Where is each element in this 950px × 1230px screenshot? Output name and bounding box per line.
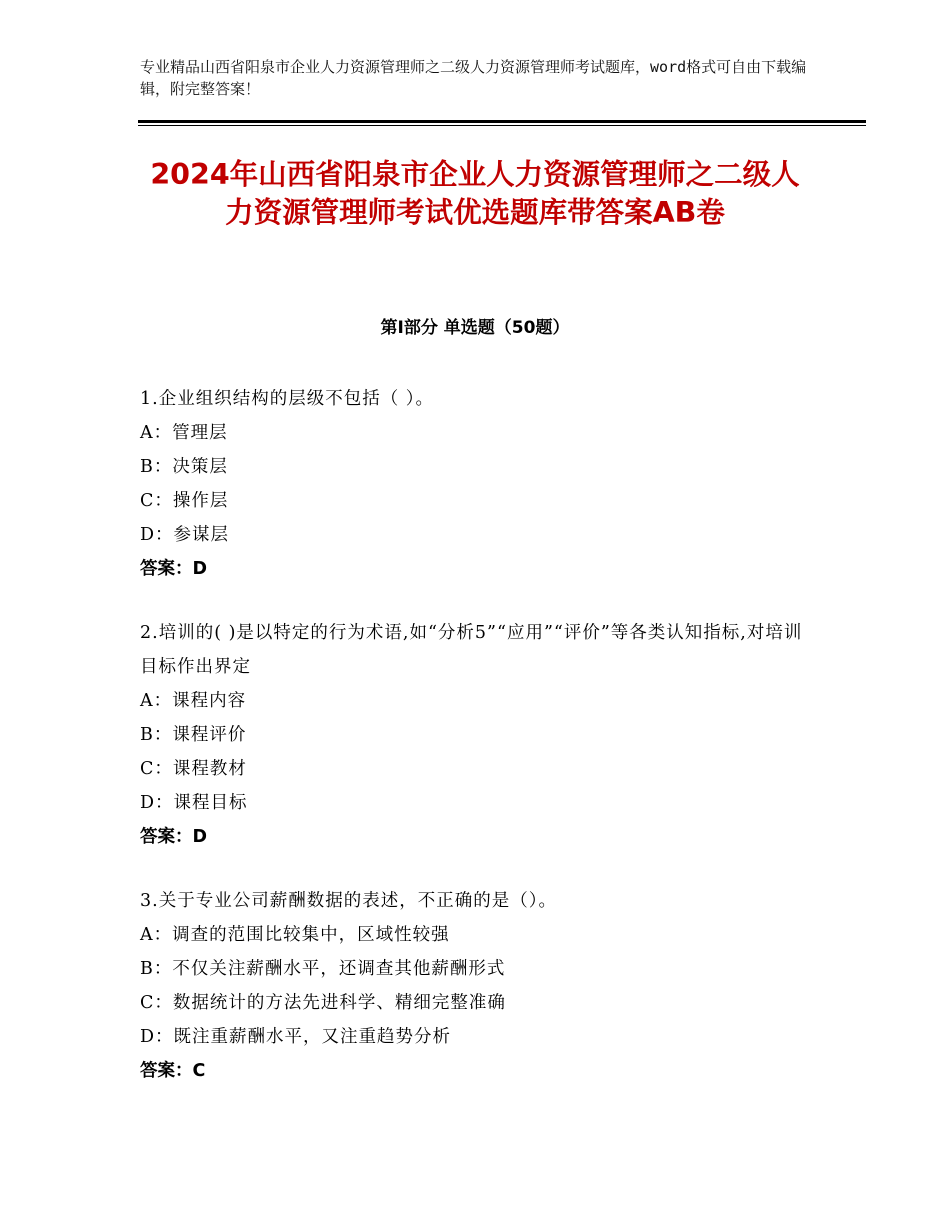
option-a: A：调查的范围比较集中，区域性较强 [140,925,450,945]
header-note: 专业精品山西省阳泉市企业人力资源管理师之二级人力资源管理师考试题库，word格式可自由下载编辑，附完整答案！ [140,58,807,98]
answer: 答案：C [140,1061,206,1081]
option-b: B：课程评价 [140,725,247,745]
question-3 [140,884,820,1088]
question-2 [140,616,820,854]
question-list [140,382,820,1118]
answer: 答案：D [140,559,208,579]
question-1 [140,382,820,586]
question-stem: 1.企业组织结构的层级不包括（ ）。 [140,389,435,409]
header-rule-thick [138,120,866,123]
option-d: D：课程目标 [140,793,248,813]
option-b: B：决策层 [140,457,228,477]
option-b: B：不仅关注薪酬水平，还调查其他薪酬形式 [140,959,506,979]
option-a: A：课程内容 [140,691,247,711]
option-c: C：数据统计的方法先进科学、精细完整准确 [140,993,506,1013]
option-c: C：操作层 [140,491,229,511]
header-rule-thin [138,125,866,126]
option-c: C：课程教材 [140,759,247,779]
option-d: D：参谋层 [140,525,230,545]
question-stem: 3.关于专业公司薪酬数据的表述，不正确的是（）。 [140,891,557,911]
answer: 答案：D [140,827,208,847]
option-d: D：既注重薪酬水平，又注重趋势分析 [140,1027,452,1047]
section-title: 第Ⅰ部分 单选题（50题） [380,318,570,338]
option-a: A：管理层 [140,423,228,443]
document-title: 2024年山西省阳泉市企业人力资源管理师之二级人力资源管理师考试优选题库带答案AB卷 [150,158,800,229]
question-stem: 2.培训的( )是以特定的行为术语,如“分析5”“应用”“评价”等各类认知指标,对培训目标作出界定 [140,623,803,677]
